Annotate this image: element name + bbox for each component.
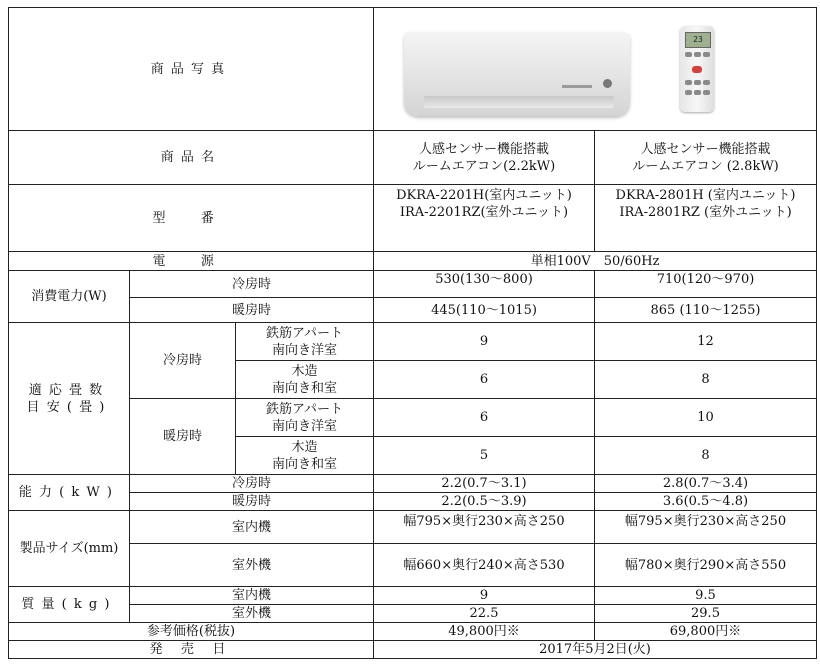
model-row xyxy=(9,185,817,252)
model-col1 xyxy=(374,185,595,252)
spec-table xyxy=(8,7,817,659)
room-concrete-line2: 南向き洋室 xyxy=(271,342,337,358)
size-indoor-row xyxy=(9,511,817,544)
remote-power-button xyxy=(692,66,702,73)
ac-sensor xyxy=(603,79,612,88)
room-cooling-concrete-col2: 12 xyxy=(595,323,817,361)
name-col2 xyxy=(595,131,817,185)
model-col1-outdoor: IRA-2201RZ(室外ユニット) xyxy=(399,205,569,220)
room-cooling-wood-col1: 6 xyxy=(374,361,595,399)
remote-button xyxy=(703,52,710,57)
size-outdoor-row xyxy=(9,544,817,587)
weight-outdoor-col2: 29.5 xyxy=(595,605,817,623)
consumption-label: 消費電力(W) xyxy=(9,271,130,323)
room-cooling-wood-col2: 8 xyxy=(595,361,817,399)
release-row xyxy=(9,641,817,659)
price-label: 参考価格(税抜) xyxy=(9,623,374,641)
name-col1-line2: ルームエアコン(2.2kW) xyxy=(412,158,556,174)
name-row xyxy=(9,131,817,185)
price-row xyxy=(9,623,817,641)
size-outdoor-col2: 幅780×奥行290×高さ550 xyxy=(595,544,817,587)
room-wood-label xyxy=(236,361,374,399)
remote-button xyxy=(685,90,692,95)
room-wood-line1: 木造 xyxy=(291,363,318,379)
room-size-label-line2: 目安(畳) xyxy=(26,399,112,415)
room-cooling-concrete-row xyxy=(9,323,817,361)
size-outdoor-col1: 幅660×奥行240×高さ530 xyxy=(374,544,595,587)
room-cooling-concrete-col1: 9 xyxy=(374,323,595,361)
capacity-label: 能力(kW) xyxy=(9,475,130,511)
remote-display: 23 xyxy=(685,32,711,48)
consumption-heating-col2: 865 (110～1255) xyxy=(595,298,817,323)
remote-button xyxy=(703,90,710,95)
release-label: 発 売 日 xyxy=(9,641,374,659)
capacity-heating-label: 暖房時 xyxy=(130,493,374,511)
release-value: 2017年5月2日(火) xyxy=(374,641,817,659)
weight-label: 質量(kg) xyxy=(9,587,130,623)
room-size-label xyxy=(9,323,130,475)
capacity-cooling-col1: 2.2(0.7～3.1) xyxy=(374,475,595,493)
capacity-heating-col1: 2.2(0.5～3.9) xyxy=(374,493,595,511)
price-col2: 69,800円※ xyxy=(595,623,817,641)
product-photo xyxy=(374,8,817,131)
power-source-value: 単相100V 50/60Hz xyxy=(374,252,817,271)
model-col2 xyxy=(595,185,817,252)
power-source-label: 電 源 xyxy=(9,252,374,271)
remote-button xyxy=(685,80,692,85)
remote-control-icon xyxy=(680,26,714,112)
price-col1: 49,800円※ xyxy=(374,623,595,641)
room-heating-label: 暖房時 xyxy=(130,399,236,475)
size-outdoor-label: 室外機 xyxy=(130,544,374,587)
consumption-heating-row xyxy=(9,298,817,323)
name-col1-line1: 人感センサー機能搭載 xyxy=(418,141,549,157)
ac-louver xyxy=(424,96,614,108)
consumption-heating-label: 暖房時 xyxy=(130,298,374,323)
consumption-cooling-row xyxy=(9,271,817,298)
room-wood-line1: 木造 xyxy=(291,439,318,455)
remote-button xyxy=(694,80,701,85)
model-col2-indoor: DKRA-2801H (室内ユニット) xyxy=(615,188,796,203)
capacity-heating-row xyxy=(9,493,817,511)
room-concrete-label xyxy=(236,399,374,437)
consumption-heating-col1: 445(110～1015) xyxy=(374,298,595,323)
capacity-cooling-row xyxy=(9,475,817,493)
ac-brand-mark xyxy=(562,85,592,88)
model-col1-indoor: DKRA-2201H(室内ユニット) xyxy=(396,188,572,203)
weight-outdoor-row xyxy=(9,605,817,623)
model-col2-outdoor: IRA-2801RZ (室外ユニット) xyxy=(619,205,792,220)
room-concrete-line1: 鉄筋アパート xyxy=(266,401,343,417)
weight-indoor-col1: 9 xyxy=(374,587,595,605)
name-col1 xyxy=(374,131,595,185)
room-wood-label xyxy=(236,437,374,475)
room-concrete-label xyxy=(236,323,374,361)
remote-button xyxy=(685,52,692,57)
weight-outdoor-col1: 22.5 xyxy=(374,605,595,623)
name-label: 商品名 xyxy=(9,131,374,185)
room-wood-line2: 南向き和室 xyxy=(271,380,337,396)
power-source-row xyxy=(9,252,817,271)
capacity-heating-col2: 3.6(0.5～4.8) xyxy=(595,493,817,511)
room-wood-line2: 南向き和室 xyxy=(271,456,337,472)
room-heating-concrete-row xyxy=(9,399,817,437)
remote-button xyxy=(703,80,710,85)
remote-button xyxy=(694,52,701,57)
room-heating-wood-col2: 8 xyxy=(595,437,817,475)
size-indoor-col2: 幅795×奥行230×高さ250 xyxy=(595,511,817,544)
weight-indoor-label: 室内機 xyxy=(130,587,374,605)
consumption-cooling-label: 冷房時 xyxy=(130,271,374,298)
room-concrete-line1: 鉄筋アパート xyxy=(266,325,343,341)
room-size-label-line1: 適応畳数 xyxy=(28,382,110,398)
weight-outdoor-label: 室外機 xyxy=(130,605,374,623)
room-cooling-label: 冷房時 xyxy=(130,323,236,399)
capacity-cooling-label: 冷房時 xyxy=(130,475,374,493)
air-conditioner-icon xyxy=(404,32,630,116)
size-indoor-label: 室内機 xyxy=(130,511,374,544)
photo-label: 商品写真 xyxy=(9,8,374,131)
remote-button xyxy=(694,90,701,95)
name-col2-line2: ルームエアコン (2.8kW) xyxy=(632,158,779,174)
room-heating-concrete-col1: 6 xyxy=(374,399,595,437)
room-concrete-line2: 南向き洋室 xyxy=(271,418,337,434)
size-label: 製品サイズ(mm) xyxy=(9,511,130,587)
room-heating-concrete-col2: 10 xyxy=(595,399,817,437)
room-heating-wood-col1: 5 xyxy=(374,437,595,475)
consumption-cooling-col2: 710(120～970) xyxy=(595,271,817,298)
capacity-cooling-col2: 2.8(0.7～3.4) xyxy=(595,475,817,493)
size-indoor-col1: 幅795×奥行230×高さ250 xyxy=(374,511,595,544)
weight-indoor-row xyxy=(9,587,817,605)
consumption-cooling-col1: 530(130～800) xyxy=(374,271,595,298)
photo-row xyxy=(9,8,817,131)
model-label: 型 番 xyxy=(9,185,374,252)
name-col2-line1: 人感センサー機能搭載 xyxy=(640,141,771,157)
weight-indoor-col2: 9.5 xyxy=(595,587,817,605)
